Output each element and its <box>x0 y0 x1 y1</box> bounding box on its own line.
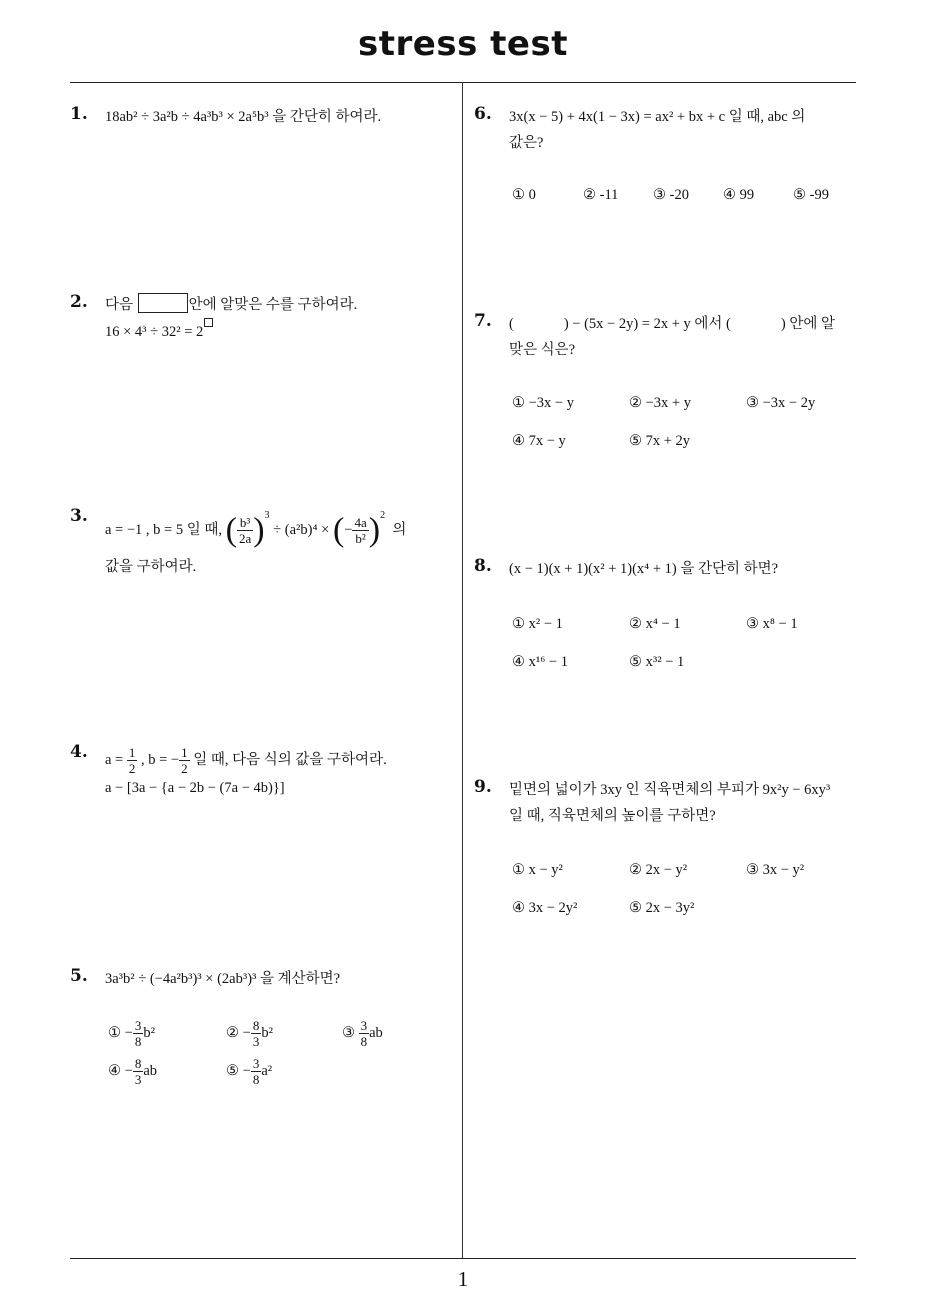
question-9-line1: 밑면의 넓이가 3xy 인 직육면체의 부피가 9x²y − 6xy³ <box>509 782 831 798</box>
choice-5[interactable]: ⑤ − $\frac{3}{8}$ a² <box>226 1056 273 1087</box>
choice-1[interactable]: ① x − y² <box>512 862 563 878</box>
question-text: a = −1 , b = 5 일 때, ( $\frac{\text{b³}}{2a}$ )$^3$ ÷ (a²b)⁴ × (− $\frac{4a}{\text{b²}}$ )$^2$ 의 값을 구하여라. <box>105 508 406 580</box>
question-number: 2. <box>70 292 88 312</box>
question-number: 7. <box>474 311 492 331</box>
question-number: 4. <box>70 742 88 762</box>
page-title: stress test <box>358 24 568 64</box>
formula-paren: ) <box>253 511 265 549</box>
question-number: 5. <box>70 966 88 986</box>
choice-4[interactable]: ④ 3x − 2y² <box>512 900 578 916</box>
choice-1[interactable]: ① −3x − y <box>512 395 574 411</box>
question-4-cond-b: , b = − <box>141 752 180 768</box>
question-5-text: 3a³b² ÷ (−4a²b³)³ × (2ab³)³ 을 계산하면? <box>105 971 341 987</box>
question-number: 9. <box>474 777 492 797</box>
question-7-mid: ) − (5x − 2y) = 2x + y 에서 ( <box>563 316 731 332</box>
question-4-cond-a: a = <box>105 752 124 768</box>
question-4-expression: a − [3a − {a − 2b − (7a − 4b)}] <box>105 780 285 796</box>
choice-4[interactable]: ④ x¹⁶ − 1 <box>512 654 568 670</box>
formula-paren: ( <box>225 511 237 549</box>
choice-2[interactable]: ② − $\frac{8}{3}$ b² <box>226 1018 273 1049</box>
question-2-post: 안에 알맞은 수를 구하여라. <box>188 297 358 313</box>
choice-1[interactable]: ① 0 <box>512 187 536 203</box>
bottom-rule <box>70 1258 856 1259</box>
question-3-condition: a = −1 , b = 5 일 때, <box>105 522 222 538</box>
question-7-tail: ) 안에 알 <box>780 316 835 332</box>
choice-5[interactable]: ⑤ 2x − 3y² <box>629 900 695 916</box>
choice-4[interactable]: ④ 7x − y <box>512 433 566 449</box>
exponent-blank-box <box>204 318 213 327</box>
question-7-open-paren: ( <box>509 316 514 332</box>
question-number: 6. <box>474 104 492 124</box>
question-number: 3. <box>70 506 88 526</box>
question-9-line2: 일 때, 직육면체의 높이를 구하면? <box>509 808 716 824</box>
question-6-line2: 값은? <box>509 135 544 151</box>
choice-3[interactable]: ③ $\frac{3}{8}$ ab <box>342 1018 383 1049</box>
formula-fraction: $\frac{1}{2}$ <box>128 745 136 777</box>
question-1-text: 18ab² ÷ 3a²b ÷ 4a³b³ × 2a⁵b³ 을 간단히 하여라. <box>105 109 382 125</box>
question-text <box>509 777 830 829</box>
page-number: 1 <box>457 1267 469 1291</box>
formula-paren: ) <box>368 511 381 549</box>
choice-2[interactable]: ② x⁴ − 1 <box>629 616 681 632</box>
formula-fraction: $\frac{4a}{\text{b²}}$ <box>354 515 367 547</box>
choice-1[interactable]: ① x² − 1 <box>512 616 563 632</box>
question-3-tail: 의 <box>392 522 407 538</box>
question-number: 8. <box>474 556 492 576</box>
choice-2[interactable]: ② −3x + y <box>629 395 691 411</box>
choice-5[interactable]: ⑤ x³² − 1 <box>629 654 685 670</box>
question-text <box>509 104 805 156</box>
answer-blank-box <box>138 293 188 313</box>
question-text <box>105 292 357 345</box>
question-text <box>509 311 835 363</box>
question-3-line2: 값을 구하여라. <box>105 559 197 575</box>
question-7-line2: 맞은 식은? <box>509 342 576 358</box>
formula-fraction: $\frac{\text{b³}}{2a}$ <box>238 515 252 547</box>
top-rule <box>70 82 856 83</box>
question-8-text: (x − 1)(x + 1)(x² + 1)(x⁴ + 1) 을 간단히 하면? <box>509 561 779 577</box>
choice-3[interactable]: ③ -20 <box>653 187 689 203</box>
question-2-pre: 다음 <box>105 297 134 313</box>
question-text <box>509 556 778 582</box>
choice-3[interactable]: ③ −3x − 2y <box>746 395 816 411</box>
question-text <box>105 742 387 798</box>
choice-4[interactable]: ④ 99 <box>723 187 755 203</box>
question-text <box>105 966 340 992</box>
formula-fraction: $\frac{1}{2}$ <box>181 745 188 777</box>
question-2-expression: 16 × 4³ ÷ 32² = 2 <box>105 324 204 340</box>
question-6-line1: 3x(x − 5) + 4x(1 − 3x) = ax² + bx + c 일 때, abc 의 <box>509 109 806 125</box>
choice-3[interactable]: ③ x⁸ − 1 <box>746 616 798 632</box>
choice-1[interactable]: ① − $\frac{3}{8}$ b² <box>108 1018 155 1049</box>
choice-5[interactable]: ⑤ -99 <box>793 187 829 203</box>
question-4-tail: 일 때, 다음 식의 값을 구하여라. <box>193 752 387 768</box>
question-text <box>105 104 381 130</box>
formula-paren: ( <box>332 511 345 549</box>
choice-5[interactable]: ⑤ 7x + 2y <box>629 433 691 449</box>
question-number: 1. <box>70 104 88 124</box>
column-divider <box>462 82 463 1258</box>
choice-4[interactable]: ④ − $\frac{8}{3}$ ab <box>108 1056 157 1087</box>
choice-2[interactable]: ② 2x − y² <box>629 862 688 878</box>
choice-2[interactable]: ② -11 <box>583 187 619 203</box>
choice-3[interactable]: ③ 3x − y² <box>746 862 805 878</box>
